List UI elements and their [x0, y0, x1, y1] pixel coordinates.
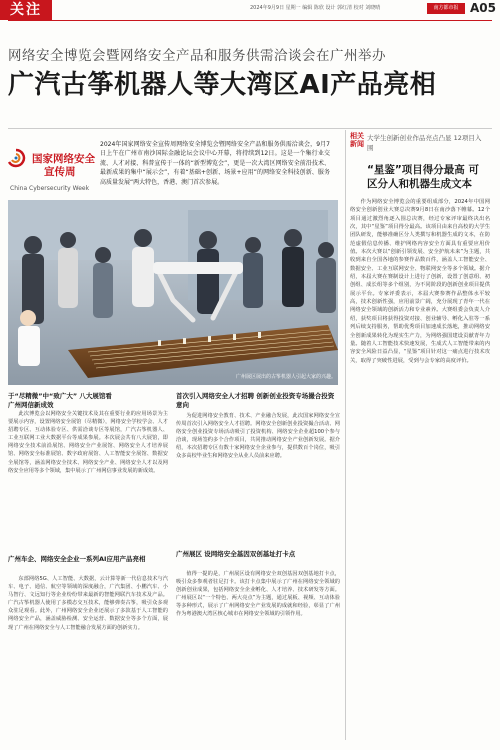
- logo-text-svg: [4, 150, 100, 200]
- photo-illustration: [8, 200, 338, 385]
- sidebar-intro: 大学生创新创业作品亮点凸显 12项目入围: [367, 134, 482, 152]
- article-subhead: 网络安全博览会暨网络安全产品和服务供需洽谈会在广州举办: [8, 48, 386, 64]
- sidebar-separator: [345, 130, 346, 740]
- col1-paragraph: 此次博览会以网络安全关键技术及其在重要行业的应用场景为主要展示内容，设置网络安全展馆（尽精微），网络安全学校学会、人才招聘专区、互动体验专区、供需洽谈专区等展馆，广汽古筝机器人、工业互联网工业大数据平台等成果参展。本次展会共有八大展馆，即网络安全技术前沿展馆、网络安全产业展馆、网络安全人才培养展馆、网络安全标准展馆、数字政府展馆、人工智能安全展馆、数据安全展馆等，涵盖网络安全技术、网络安全产业、网络安全人才以及网络安全应用等多个领域，集中展示了广州网信事业发展的新成效。: [8, 411, 168, 474]
- page-header: [0, 0, 500, 20]
- svg-text:China Cybersecurity Week: China Cybersecurity Week: [10, 185, 90, 192]
- col2-text-2: [176, 570, 340, 745]
- photo-caption: 广州展区展出的古筝机器人引起大家的兴趣。: [236, 374, 337, 380]
- page-number: A05: [470, 1, 496, 15]
- robot-guzheng-photo: [8, 200, 338, 385]
- col2-paragraph: 为促进网络安全教育、技术、产业融合发展，此次国家网络安全宣传周首次引入网络安全人才招聘。网络安全创新创业投资撮合活动、网络安全创业投资专场活动吸引了投资机构、网络安全企业超100个参与洽谈，现场签约多个合作项目，共同推动网络安全产业创新发展。据介绍，本次招聘专区有数十家网络安全企业参与，提供数百个岗位，吸引众多高校毕业生和网络安全从业人员前来应聘。: [176, 413, 340, 460]
- col2-text: [176, 412, 340, 532]
- col1-heading: 于“尽精微”中“致广大” 八大展馆看广州网信新成效: [8, 392, 112, 409]
- svg-text:宣传周: 宣传周: [44, 166, 76, 178]
- sidebar-title: “星鉴”项目得分最高 可区分人和机器生成文本: [367, 164, 479, 190]
- col1-heading-2: 广州车企、网络安全企业一系列AI应用产品亮相: [8, 555, 146, 563]
- article-lead: 2024年国家网络安全宣传周网络安全博览会暨网络安全产品和服务供需洽谈会，9月7日上午在广州市南沙国际金融论坛会议中心开幕，将持续到12日。这是一个集行业交流、人才对接、科普宣传于一体的“新型博览会”，更是一次大湾区网络安全前沿技术、最新成果的集中“展示会”，有着“基础+创新、场景+应用”的网络安全科技创新、服务高质量发展“两大特色，香港、澳门首次参展。: [100, 141, 330, 186]
- col2-paragraph-2: 值得一提的是，广州展区设有网络安全双创基因双创基地打卡点，吸引众多参观者驻足打卡。该打卡点集中展示了广州在网络安全领域的创新创业成果，包括网络安全企业孵化、人才培养、技术研发等方面。广州展区以“一个特色、两大亮点”为主题，通过展板、视频、互动体验等多种形式，展示了广州网络安全产业发展的成就和经验，彰显了广州作为粤港澳大湾区核心城市在网络安全领域的引领作用。: [176, 571, 340, 618]
- header-rule: [8, 20, 492, 21]
- article-headline: 广汽古筝机器人等大湾区AI产品亮相: [8, 70, 437, 100]
- col1-text-2: [8, 575, 168, 745]
- col2-heading-2: 广州展区 设网络安全基因双创基址打卡点: [176, 550, 296, 558]
- col2-heading: 首次引入网络安全人才招聘 创新创业投资专场撮合投资意向: [176, 392, 335, 409]
- sidebar-kicker: 相关新闻: [350, 132, 364, 148]
- sidebar-body: [350, 198, 490, 746]
- section-tag: 关注: [0, 0, 52, 20]
- newspaper-badge: 南方都市报: [427, 3, 465, 14]
- svg-text:国家网络安全: 国家网络安全: [32, 153, 95, 165]
- headline-rule: [8, 128, 492, 129]
- sidebar-paragraph: 作为网络安全博览会的重要组成部分，2024年中国网络安全创新创业大赛总决赛9月8日在南沙落下帷幕。12个项目通过激烈角逐入围总决赛，经过专家评审最终决出名次，其中“星鉴”项目得分最高。该项目由来自高校的大学生团队研发，能够准确区分人类撰写和机器生成的文本，在防范虚假信息传播、维护网络内容安全方面具有重要应用价值。本次大赛以“创新引领发展、安全护航未来”为主题，共收到来自全国各地的参赛作品数百件，涵盖人工智能安全、数据安全、工业互联网安全、物联网安全等多个领域。据介绍，本届大赛在赛制设计上进行了创新，设置了创意组、初创组、成长组等多个组别，为不同阶段的创新创业项目提供展示平台。专家评委表示，本届大赛参赛作品整体水平较高，技术创新性强，应用前景广阔，充分展现了青年一代在网络安全领域的创新活力和专业素养。大赛组委会负责人介绍，获奖项目将获得投资对接、创业辅导、孵化入驻等一系列后续支持服务，帮助优秀项目加速成长落地，推动网络安全创新成果转化为现实生产力，为网络强国建设贡献青年力量。随着人工智能技术快速发展，生成式人工智能带来的内容安全风险日益凸显，“星鉴”项目针对这一痛点进行技术攻关，取得了突破性进展，受到与会专家的高度评价。: [350, 199, 490, 364]
- logo-text: [4, 150, 100, 200]
- date-line: 2024年9月9日 星期一 编辑 陈欣 设计 郭红清 校对 刘晓晴: [250, 5, 381, 11]
- col1-text: [8, 410, 168, 550]
- col1-paragraph-2: 东部网络5G、人工智能、大数据，云计算等新一代信息技术与汽车、电子、通信、航空等领域的深度融合，广汽集团、小鹏汽车、小马智行、文远知行等企业纷纷带来最新的智能网联汽车技术及产品。广汽古筝机器人使用了多模态交互技术，能够弹奏古筝，吸引众多观众驻足观看。此外，广州网络安全企业还展示了多款基于人工智能的网络安全产品，涵盖威胁检测、安全运营、数据安全等多个方面，展现了广州在网络安全与人工智能融合发展方面的创新实力。: [8, 576, 168, 631]
